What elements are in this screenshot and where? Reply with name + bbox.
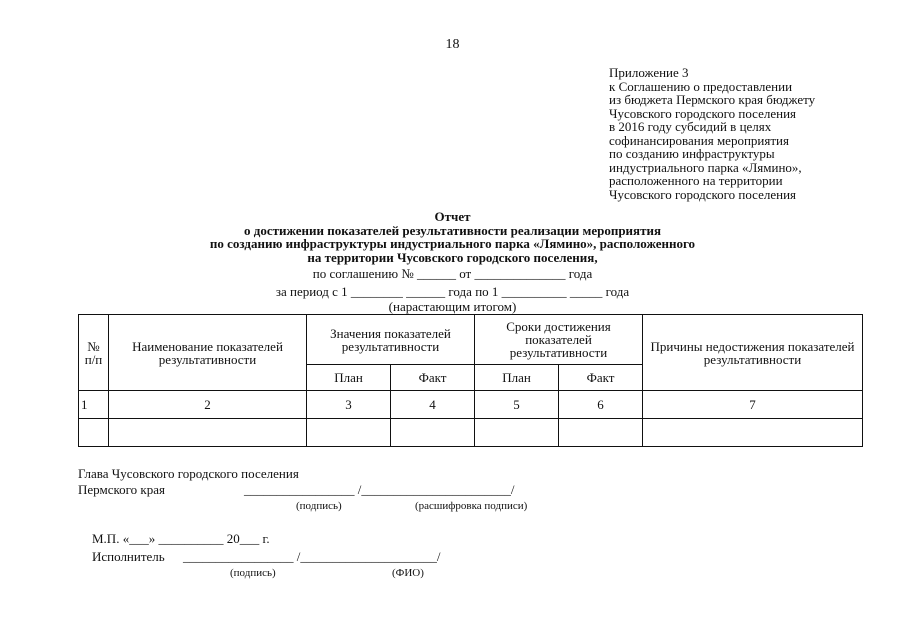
empty-cell[interactable] bbox=[391, 419, 475, 447]
head-signature-line[interactable]: _________________ /_______________________/ bbox=[244, 482, 515, 497]
header-fact: Факт bbox=[391, 365, 475, 391]
col-number-cell: 1 bbox=[79, 391, 109, 419]
appendix-line: расположенного на территории bbox=[609, 173, 783, 188]
appendix-block bbox=[609, 66, 815, 201]
col-number-cell: 7 bbox=[643, 391, 863, 419]
title-line-1: о достижении показателей результативности реализации мероприятия bbox=[244, 222, 661, 238]
header-fact-deadline: Факт bbox=[559, 365, 643, 391]
header-deadlines: Сроки достижения показателей результативности bbox=[475, 315, 643, 365]
title-word: Отчет bbox=[434, 209, 471, 224]
appendix-line: Чусовского городского поселения bbox=[609, 105, 797, 121]
title-line-3: на территории Чусовского городского поселения, bbox=[307, 249, 598, 265]
title-line-2: по созданию инфраструктуры индустриального парка «Лямино», расположенного bbox=[209, 236, 696, 251]
head-title-line-1: Глава Чусовского городского поселения bbox=[78, 466, 299, 481]
appendix-line: Чусовского городского поселения bbox=[609, 186, 797, 202]
appendix-line: в 2016 году субсидий в целях bbox=[609, 119, 772, 134]
executor-fio-caption: (ФИО) bbox=[392, 567, 424, 579]
header-plan: План bbox=[307, 365, 391, 391]
col-number-cell: 4 bbox=[391, 391, 475, 419]
appendix-line: Приложение 3 bbox=[609, 65, 689, 80]
executor-signature-line[interactable]: _________________ /_____________________/ bbox=[183, 549, 441, 564]
executor-signature-caption: (подпись) bbox=[230, 567, 276, 579]
executor-label: Исполнитель bbox=[92, 549, 165, 564]
empty-cell[interactable] bbox=[559, 419, 643, 447]
page-number: 18 bbox=[445, 37, 460, 52]
appendix-line: по созданию инфраструктуры bbox=[609, 146, 775, 161]
empty-cell[interactable] bbox=[307, 419, 391, 447]
agreement-line: по соглашению № ______ от ______________ года bbox=[312, 266, 593, 281]
header-indicator-name: Наименование показателей результативности bbox=[109, 315, 307, 391]
header-indicator-values: Значения показателей результативности bbox=[307, 315, 475, 365]
stamp-date-line[interactable]: М.П. «___» __________ 20___ г. bbox=[92, 531, 270, 546]
appendix-line: индустриального парка «Лямино», bbox=[609, 159, 802, 175]
head-title-line-2: Пермского края bbox=[78, 482, 165, 497]
col-number-cell: 3 bbox=[307, 391, 391, 419]
appendix-line: софинансирования мероприятия bbox=[609, 132, 789, 148]
empty-cell[interactable] bbox=[643, 419, 863, 447]
col-number-cell: 2 bbox=[109, 391, 307, 419]
head-decode-caption: (расшифровка подписи) bbox=[415, 500, 528, 512]
cumulative-note: (нарастающим итогом) bbox=[388, 299, 517, 314]
empty-cell[interactable] bbox=[79, 419, 109, 447]
empty-cell[interactable] bbox=[109, 419, 307, 447]
col-number-cell: 6 bbox=[559, 391, 643, 419]
empty-cell[interactable] bbox=[475, 419, 559, 447]
table-row-empty bbox=[79, 419, 863, 447]
col-number-cell: 5 bbox=[475, 391, 559, 419]
head-signature-caption: (подпись) bbox=[296, 500, 342, 512]
header-reasons: Причины недостижения показателей результативности bbox=[643, 315, 863, 391]
appendix-line: из бюджета Пермского края бюджету bbox=[609, 92, 816, 107]
table-row-numbers bbox=[79, 391, 863, 419]
appendix-line: к Соглашению о предоставлении bbox=[609, 78, 793, 94]
header-plan-deadline: План bbox=[475, 365, 559, 391]
report-title bbox=[0, 210, 905, 264]
report-table bbox=[78, 314, 863, 447]
header-num: № п/п bbox=[79, 315, 109, 391]
period-line: за период с 1 ________ ______ года по 1 __________ _____ года bbox=[275, 284, 630, 299]
